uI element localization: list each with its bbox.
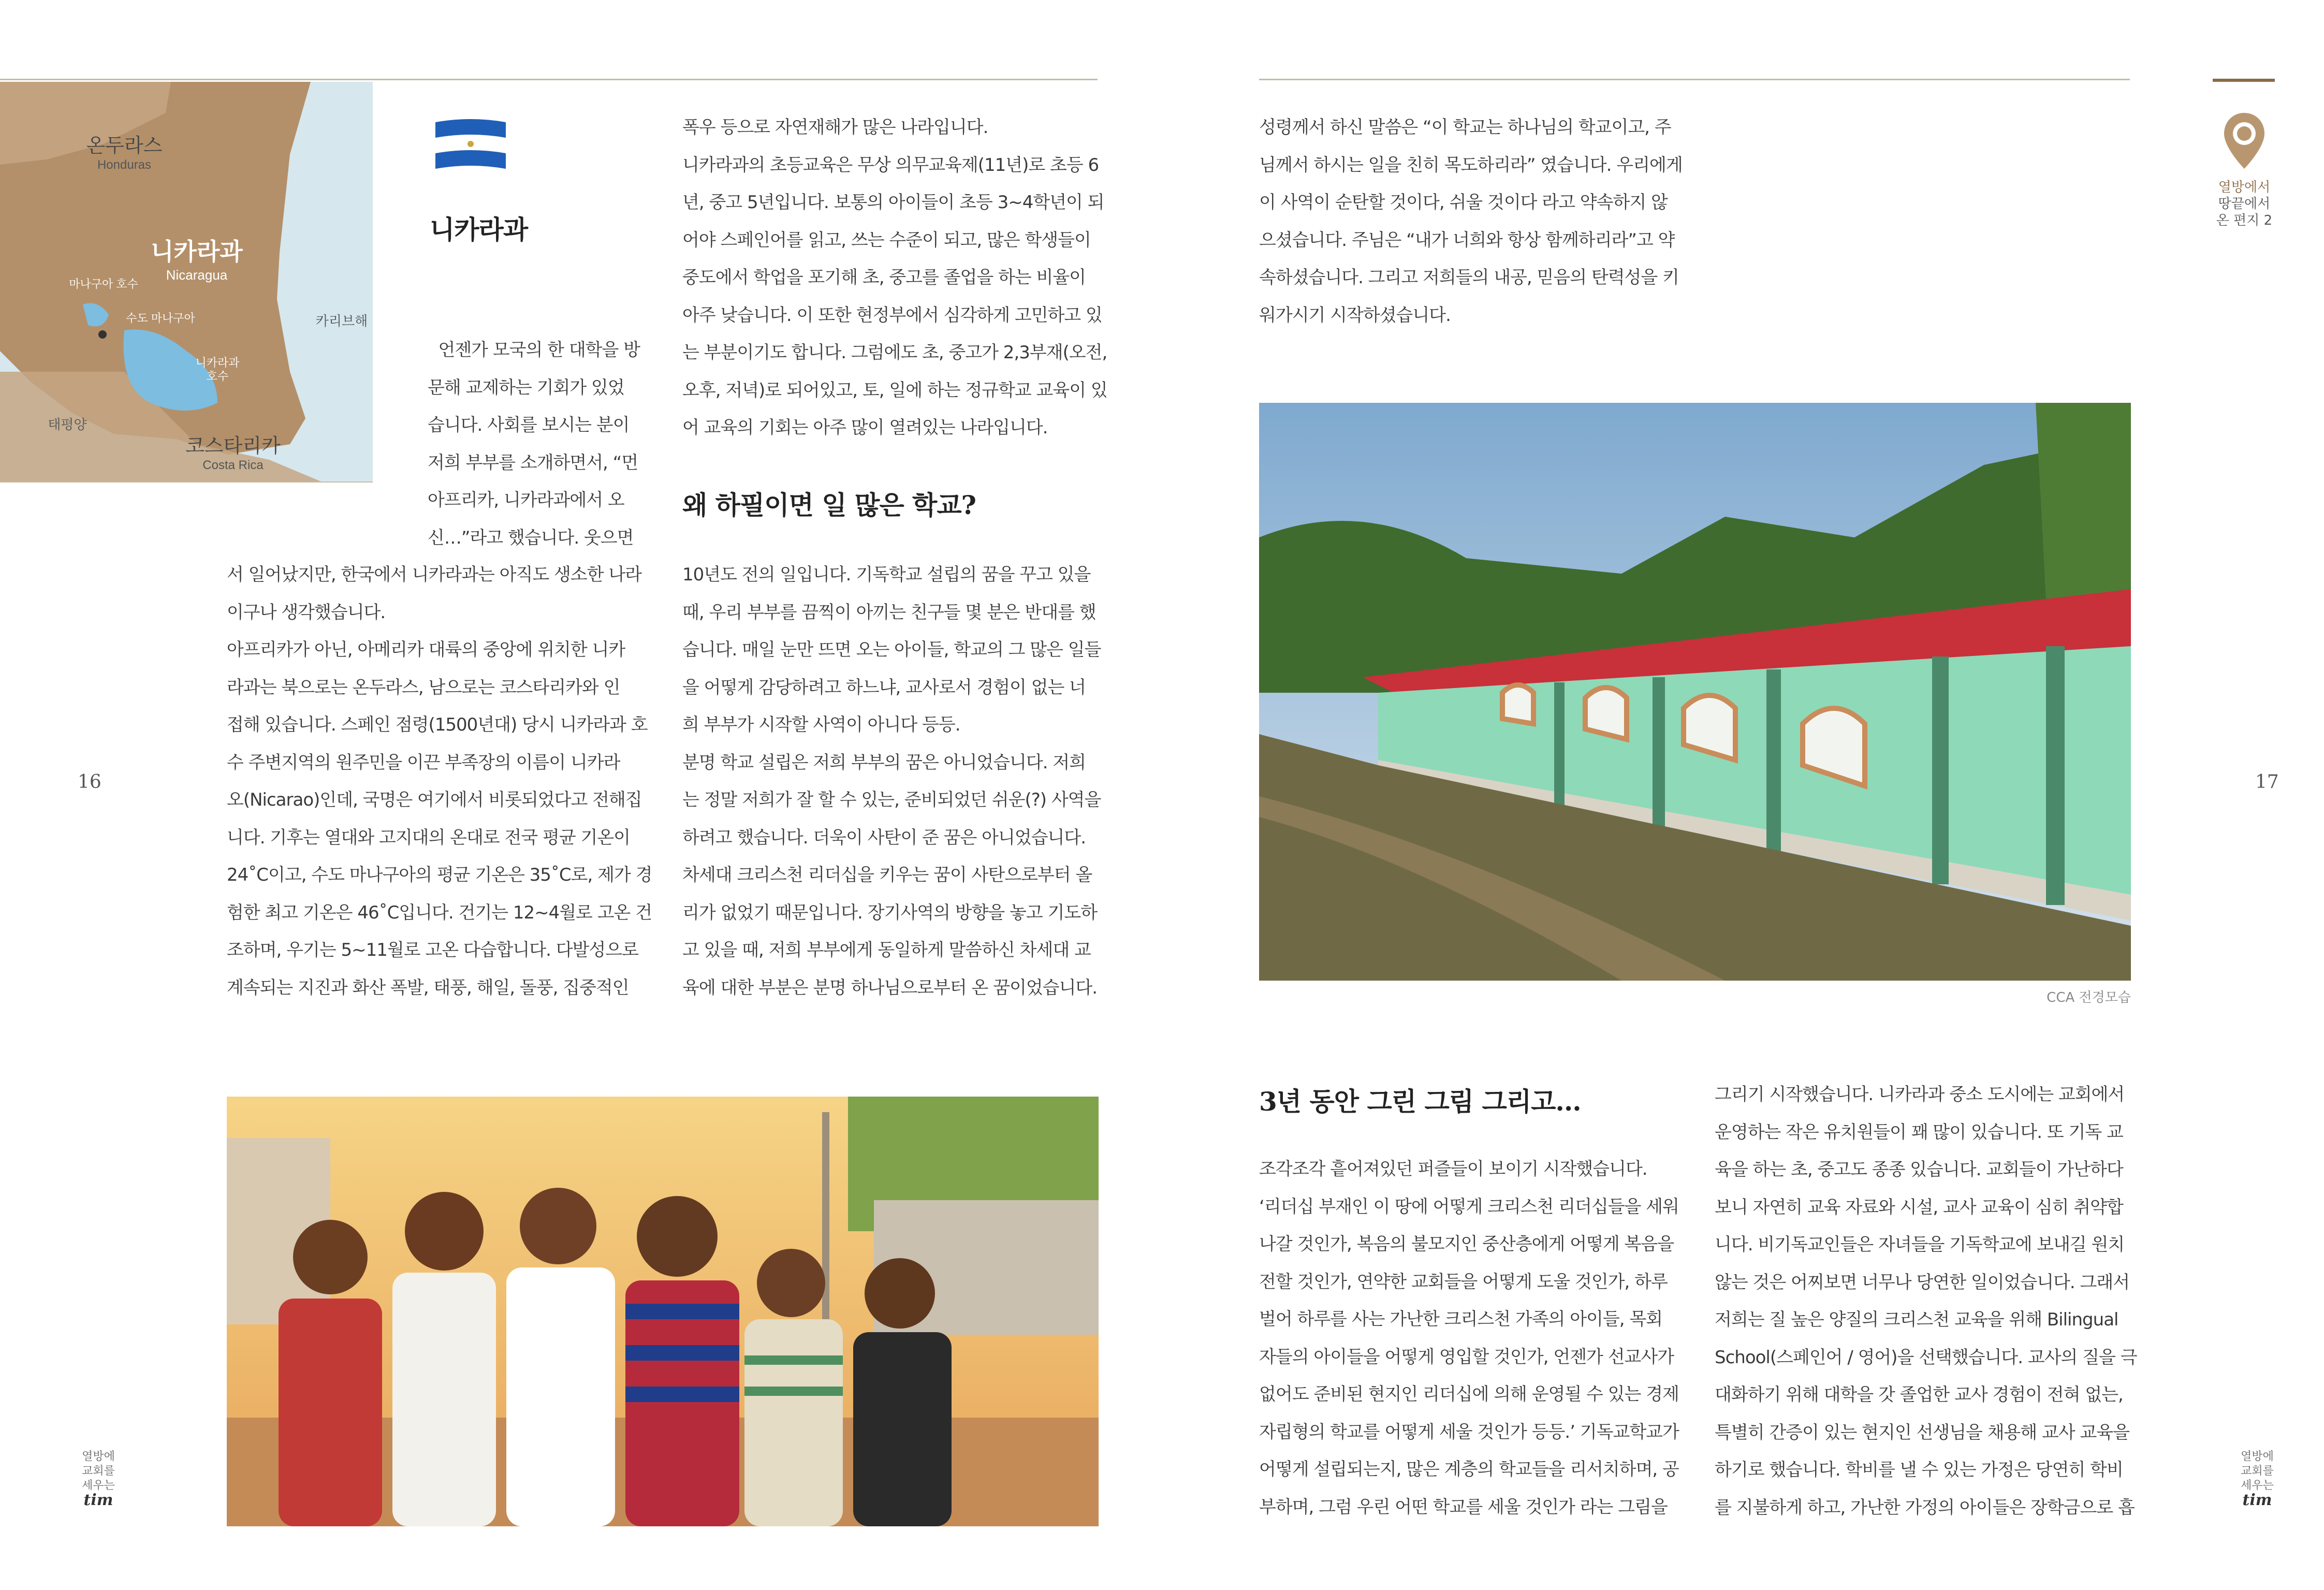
badge-line: 땅끝에서 bbox=[2218, 196, 2271, 212]
text-line: 언젠가 모국의 한 대학을 방 bbox=[438, 340, 640, 360]
map-label-lake-managua: 마나구아 호수 bbox=[69, 278, 138, 290]
text-line: 오후, 저녁)로 되어있고, 토, 일에 하는 정규학교 교육이 있 bbox=[682, 380, 1107, 401]
text-line: 자립형의 학교를 어떻게 세울 것인가 등등.’ 기독교학교가 bbox=[1259, 1421, 1679, 1442]
map-label-honduras: 온두라스 Honduras bbox=[86, 135, 163, 172]
text-line: 희 부부가 시작할 사역이 아니다 등등. bbox=[682, 714, 960, 735]
footer-brand: tim bbox=[2242, 1491, 2272, 1509]
text-line: 니다. 기후는 열대와 고지대의 온대로 전국 평균 기온이 bbox=[227, 827, 631, 848]
children-photo bbox=[227, 1097, 1099, 1526]
text-line: 년, 중고 5년입니다. 보통의 아이들이 초등 3~4학년이 되 bbox=[682, 192, 1104, 213]
footer-logo-line: 세우는 bbox=[82, 1479, 115, 1492]
footer-brand: tim bbox=[83, 1491, 113, 1509]
text-line: 을 어떻게 감당하려고 하느냐, 교사로서 경험이 없는 너 bbox=[682, 677, 1086, 698]
text-line: 워가시기 시작하셨습니다. bbox=[1259, 304, 1451, 326]
text-line: 전할 것인가, 연약한 교회들을 어떻게 도울 것인가, 하루 bbox=[1259, 1271, 1668, 1292]
text-line: 라과는 북으로는 온두라스, 남으로는 코스타리카와 인 bbox=[227, 677, 620, 698]
location-pin-icon bbox=[2221, 110, 2268, 172]
text-line: ‘리더십 부재인 이 땅에 어떻게 크리스천 리더십들을 세워 bbox=[1259, 1196, 1679, 1217]
text-line: 저희는 질 높은 양질의 크리스천 교육을 위해 Bilingual bbox=[1715, 1309, 2118, 1330]
text-line: 그리기 시작했습니다. 니카라과 중소 도시에는 교회에서 bbox=[1715, 1084, 2125, 1105]
map-label-costa-rica: 코스타리카 Costa Rica bbox=[185, 435, 281, 472]
left-column-2-top bbox=[682, 109, 1107, 447]
text-line: 않는 것은 어찌보면 너무나 당연한 일이었습니다. 그래서 bbox=[1715, 1272, 2130, 1293]
map-label-nicaragua: 니카라과 Nicaragua bbox=[151, 238, 243, 283]
footer-logo-line: 열방에 bbox=[82, 1450, 115, 1463]
map-label-pacific: 태평양 bbox=[48, 417, 87, 432]
footer-logo-line: 교회를 bbox=[82, 1465, 115, 1478]
text-line: 없어도 준비된 현지인 리더십에 의해 운영될 수 있는 경제 bbox=[1259, 1384, 1679, 1405]
text-line: 어야 스페인어를 읽고, 쓰는 수준이 되고, 많은 학생들이 bbox=[682, 229, 1091, 251]
text-line: 이구나 생각했습니다. bbox=[227, 602, 386, 623]
map-label-capital: 수도 마나구아 bbox=[126, 312, 195, 325]
footer-logo-right bbox=[2231, 1450, 2283, 1508]
text-line: 육에 대한 부분은 분명 하나님으로부터 온 꿈이었습니다. bbox=[682, 977, 1098, 998]
text-line: 님께서 하시는 일을 친히 목도하리라” 였습니다. 우리에게 bbox=[1259, 154, 1683, 176]
text-line: 고 있을 때, 저희 부부에게 동일하게 말씀하신 차세대 교 bbox=[682, 940, 1091, 960]
photo-caption: CCA 전경모습 bbox=[2047, 990, 2131, 1005]
text-line: 속하셨습니다. 그리고 저희들의 내공, 믿음의 탄력성을 키 bbox=[1259, 267, 1679, 288]
text-line: 신…”라고 했습니다. 웃으면 bbox=[428, 527, 634, 548]
right-column-4 bbox=[1715, 1076, 2137, 1526]
text-line: 육을 하는 초, 중고도 종종 있습니다. 교회들이 가난하다 bbox=[1715, 1159, 2123, 1180]
text-line: 벌어 하루를 사는 가난한 크리스천 가족의 아이들, 목회 bbox=[1259, 1309, 1663, 1330]
text-line: 습니다. 매일 눈만 뜨면 오는 아이들, 학교의 그 많은 일들 bbox=[682, 639, 1101, 660]
text-line: 24˚C이고, 수도 마나구아의 평균 기온은 35˚C로, 제가 경 bbox=[227, 865, 652, 885]
text-line: 어 교육의 기회는 아주 많이 열려있는 나라입니다. bbox=[682, 417, 1048, 438]
page-number-right: 17 bbox=[2255, 771, 2279, 793]
text-line: School(스페인어 / 영어)을 선택했습니다. 교사의 질을 극 bbox=[1715, 1347, 2137, 1368]
map-bottom-rule bbox=[0, 482, 373, 483]
text-line: 험한 최고 기온은 46˚C입니다. 건기는 12~4월로 고온 건 bbox=[227, 902, 652, 923]
text-line: 를 지불하게 하고, 가난한 가정의 아이들은 장학금으로 흡 bbox=[1715, 1497, 2135, 1518]
page-number-left: 16 bbox=[78, 771, 101, 793]
text-line: 부하며, 그럼 우린 어떤 학교를 세울 것인가 라는 그림을 bbox=[1259, 1496, 1668, 1518]
right-column-3 bbox=[1259, 1150, 1678, 1526]
left-column-1 bbox=[227, 556, 652, 1006]
text-line: 하려고 했습니다. 더욱이 사탄이 준 꿈은 아니었습니다. bbox=[682, 827, 1086, 848]
text-line: 는 부분이기도 합니다. 그럼에도 초, 중고가 2,3부재(오전, bbox=[682, 342, 1107, 363]
text-line: 아주 낮습니다. 이 또한 현정부에서 심각하게 고민하고 있 bbox=[682, 304, 1102, 326]
text-line: 리가 없었기 때문입니다. 장기사역의 방향을 놓고 기도하 bbox=[682, 902, 1098, 923]
top-rule-left bbox=[0, 79, 1098, 80]
text-line: 때, 우리 부부를 끔찍이 아끼는 친구들 몇 분은 반대를 했 bbox=[682, 602, 1096, 623]
footer-logo-left bbox=[72, 1450, 124, 1508]
text-line: 이 사역이 순탄할 것이다, 쉬울 것이다 라고 약속하지 않 bbox=[1259, 192, 1668, 213]
section-heading-three-years: 3년 동안 그린 그림 그리고... bbox=[1259, 1086, 1581, 1117]
nicaragua-map bbox=[0, 82, 373, 482]
text-line: 계속되는 지진과 화산 폭발, 태풍, 해일, 돌풍, 집중적인 bbox=[227, 977, 629, 998]
text-line: 하기로 했습니다. 학비를 낼 수 있는 가정은 당연히 학비 bbox=[1715, 1460, 2123, 1480]
text-line: 나갈 것인가, 복음의 불모지인 중산층에게 어떻게 복음을 bbox=[1259, 1234, 1674, 1255]
text-line: 분명 학교 설립은 저희 부부의 꿈은 아니었습니다. 저희 bbox=[682, 752, 1086, 773]
text-line: 자들의 아이들을 어떻게 영입할 것인가, 언젠가 선교사가 bbox=[1259, 1346, 1674, 1367]
map-label-lake-nicaragua: 니카라과 호수 bbox=[195, 356, 240, 383]
text-line: 폭우 등으로 자연재해가 많은 나라입니다. bbox=[682, 117, 988, 138]
text-line: 특별히 간증이 있는 현지인 선생님을 채용해 교사 교육을 bbox=[1715, 1422, 2130, 1443]
map-label-caribbean: 카리브해 bbox=[315, 313, 368, 329]
text-line: 니다. 비기독교인들은 자녀들을 기독학교에 보내길 원치 bbox=[1715, 1234, 2125, 1255]
text-line: 으셨습니다. 주님은 “내가 너희와 항상 함께하리라”고 약 bbox=[1259, 229, 1675, 251]
right-top-text bbox=[1259, 109, 1684, 334]
school-photo bbox=[1259, 403, 2131, 981]
text-line: 중도에서 학업을 포기해 초, 중고를 졸업을 하는 비율이 bbox=[682, 267, 1086, 288]
badge-line: 열방에서 bbox=[2218, 180, 2271, 195]
nicaragua-flag-icon bbox=[432, 115, 509, 176]
text-line: 는 정말 저희가 잘 할 수 있는, 준비되었던 쉬운(?) 사역을 bbox=[682, 790, 1101, 810]
text-line: 접해 있습니다. 스페인 점령(1500년대) 당시 니카라과 호 bbox=[227, 714, 648, 735]
top-rule-right bbox=[1259, 79, 2130, 80]
text-line: 수 주변지역의 원주민을 이끈 부족장의 이름이 니카라 bbox=[227, 752, 620, 773]
text-line: 아프리카가 아닌, 아메리카 대륙의 중앙에 위치한 니카 bbox=[227, 639, 625, 660]
text-line: 저희 부부를 소개하면서, “먼 bbox=[428, 452, 638, 473]
text-line: 서 일어났지만, 한국에서 니카라과는 아직도 생소한 나라 bbox=[227, 564, 642, 585]
text-line: 아프리카, 니카라과에서 오 bbox=[428, 490, 624, 510]
text-line: 10년도 전의 일입니다. 기독학교 설립의 꿈을 꾸고 있을 bbox=[682, 564, 1091, 585]
footer-logo-line: 세우는 bbox=[2241, 1479, 2274, 1492]
intro-text bbox=[428, 331, 640, 557]
text-line: 문해 교제하는 기회가 있었 bbox=[428, 377, 624, 398]
left-column-2-bottom bbox=[682, 556, 1102, 1006]
text-line: 조하며, 우기는 5~11월로 고온 다습합니다. 다발성으로 bbox=[227, 940, 638, 960]
text-line: 보니 자연히 교육 자료와 시설, 교사 교육이 심히 취약합 bbox=[1715, 1197, 2123, 1218]
badge-line: 온 편지 2 bbox=[2216, 213, 2273, 228]
country-title: 니카라과 bbox=[430, 214, 528, 245]
footer-logo-line: 열방에 bbox=[2241, 1450, 2274, 1463]
text-line: 니카라과의 초등교육은 무상 의무교육제(11년)로 초등 6 bbox=[682, 154, 1099, 176]
text-line: 운영하는 작은 유치원들이 꽤 많이 있습니다. 또 기독 교 bbox=[1715, 1121, 2123, 1143]
section-heading-why-school: 왜 하필이면 일 많은 학교? bbox=[682, 490, 976, 520]
footer-logo-line: 교회를 bbox=[2241, 1465, 2274, 1478]
text-line: 습니다. 사회를 보시는 분이 bbox=[428, 415, 630, 435]
text-line: 어떻게 설립되는지, 많은 계층의 학교들을 리서치하며, 공 bbox=[1259, 1459, 1679, 1480]
text-line: 차세대 크리스천 리더십을 키우는 꿈이 사탄으로부터 올 bbox=[682, 865, 1092, 885]
text-line: 조각조각 흩어져있던 퍼즐들이 보이기 시작했습니다. bbox=[1259, 1159, 1647, 1179]
section-badge bbox=[2190, 179, 2299, 229]
text-line: 오(Nicarao)인데, 국명은 여기에서 비롯되었다고 전해집 bbox=[227, 790, 642, 810]
text-line: 대화하기 위해 대학을 갓 졸업한 교사 경험이 전혀 없는, bbox=[1715, 1384, 2123, 1405]
badge-rule bbox=[2213, 79, 2275, 82]
text-line: 성령께서 하신 말씀은 “이 학교는 하나님의 학교이고, 주 bbox=[1259, 117, 1671, 138]
